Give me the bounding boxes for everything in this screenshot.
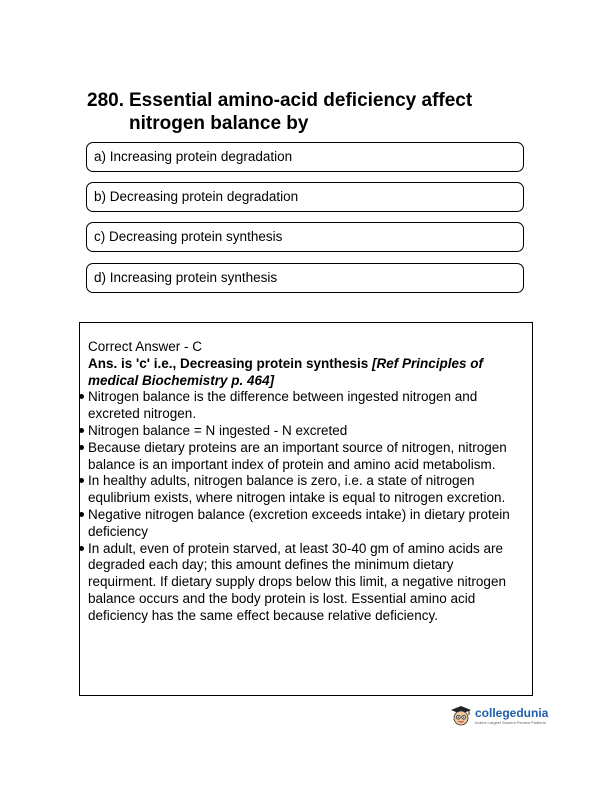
answer-explanation-box bbox=[79, 322, 533, 696]
explanation-point: In adult, even of protein starved, at least 30-40 gm of amino acids are degraded each day; this amount defines the minimum dietary requirment. If dietary supply drops below this limit, a negative nitrogen balance occurs and the body protein is lost. Essential amino acid deficiency has the same effect because relative deficiency. bbox=[88, 541, 518, 625]
logo-name: collegedunia bbox=[475, 706, 549, 720]
question bbox=[87, 89, 527, 135]
answer-heading-text: Ans. is 'c' i.e., Decreasing protein synthesis bbox=[88, 355, 373, 371]
explanation-list bbox=[88, 389, 518, 624]
option-d[interactable]: d) Increasing protein synthesis bbox=[86, 263, 524, 293]
correct-answer-label: Correct Answer - C bbox=[88, 339, 203, 354]
option-b[interactable]: b) Decreasing protein degradation bbox=[86, 182, 524, 212]
question-number: 280. bbox=[87, 90, 124, 111]
question-text: Essential amino-acid deficiency affect nitrogen balance by bbox=[129, 90, 473, 134]
mascot-icon bbox=[450, 705, 472, 727]
option-a[interactable]: a) Increasing protein degradation bbox=[86, 142, 524, 172]
explanation-point: In healthy adults, nitrogen balance is zero, i.e. a state of nitrogen equlibrium exists, where nitrogen intake is equal to nitrogen excretion. bbox=[88, 473, 518, 507]
explanation-point: Negative nitrogen balance (excretion exceeds intake) in dietary protein deficiency bbox=[88, 507, 518, 541]
answer-heading bbox=[88, 356, 518, 390]
collegedunia-logo bbox=[450, 705, 548, 727]
logo-tagline: India's Largest Student Review Platform bbox=[475, 720, 547, 725]
explanation-point: Nitrogen balance is the difference between ingested nitrogen and excreted nitrogen. bbox=[88, 389, 518, 423]
explanation-point: Because dietary proteins are an important source of nitrogen, nitrogen balance is an important index of protein and amino acid metabolism. bbox=[88, 440, 518, 474]
explanation-point: Nitrogen balance = N ingested - N excreted bbox=[88, 423, 518, 440]
answer-reference: [Ref Principles of medical Biochemistry p. 464] bbox=[88, 355, 484, 388]
option-c[interactable]: c) Decreasing protein synthesis bbox=[86, 222, 524, 252]
